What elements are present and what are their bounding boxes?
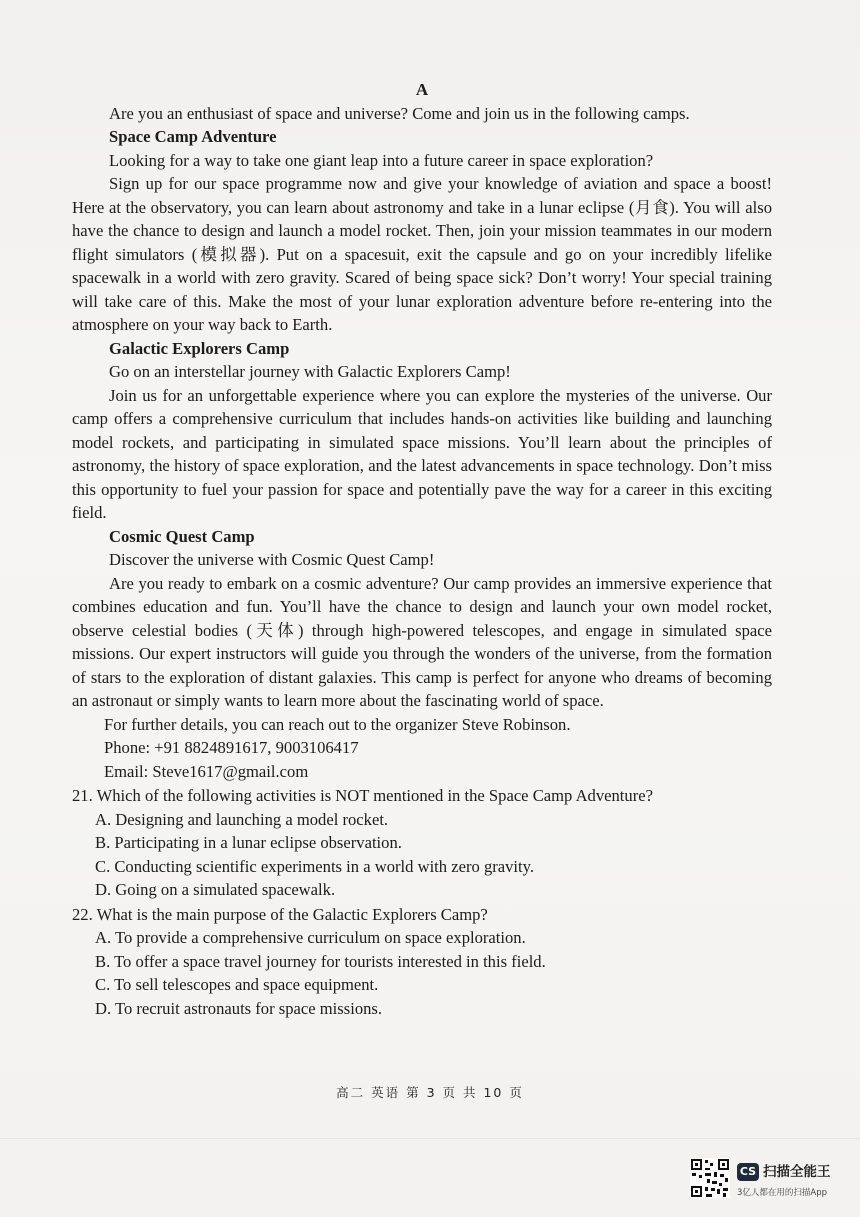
passage-sheet xyxy=(72,78,772,1020)
contact-details: For further details, you can reach out to the organizer Steve Robinson. xyxy=(104,714,571,734)
camp-galactic-explorers xyxy=(72,337,772,525)
scanner-app-name: 扫描全能王 xyxy=(763,1164,831,1180)
camp-cosmic-quest xyxy=(72,525,772,713)
scan-edge-line xyxy=(0,1138,860,1139)
scanner-app-slogan: 3亿人都在用的扫描App xyxy=(737,1188,828,1198)
camp-space-adventure xyxy=(72,125,772,337)
qr-code-icon xyxy=(690,1158,730,1198)
camp-title: Galactic Explorers Camp xyxy=(109,338,290,358)
option-d: D. Going on a simulated spacewalk. xyxy=(95,880,336,899)
camp-title: Cosmic Quest Camp xyxy=(109,526,255,546)
option-a: A. To provide a comprehensive curriculum on space exploration. xyxy=(95,928,526,947)
question-stem: 21. Which of the following activities is NOT mentioned in the Space Camp Adventure? xyxy=(72,786,653,805)
camp-body: Are you ready to embark on a cosmic adventure? Our camp provides an immersive experience that combines education and fun. You’ll have the chance to design and launch your own model rocket, observe celestial bodies (天体) through high-powered telescopes, and engage in simulated space missions. Our expert instructors will guide you through the wonders of the universe, from the formation of stars to the exploration of distant galaxies. This camp is perfect for anyone who dreams of becoming an astronaut or simply wants to learn more about the fascinating world of space. xyxy=(72,573,772,710)
intro-text: Are you an enthusiast of space and universe? Come and join us in the following camps. xyxy=(109,103,690,123)
contact-phone: Phone: +91 8824891617, 9003106417 xyxy=(104,738,359,757)
contact-email: Email: Steve1617@gmail.com xyxy=(104,761,309,781)
option-a: A. Designing and launching a model rocket. xyxy=(95,809,389,829)
option-c: C. To sell telescopes and space equipment. xyxy=(95,975,379,994)
section-letter: A xyxy=(415,80,429,99)
camp-title: Space Camp Adventure xyxy=(109,127,277,146)
question-22 xyxy=(72,903,772,1021)
camp-body: Sign up for our space programme now and give your knowledge of aviation and space a boost! Here at the observatory, you can learn about astronomy and take in a lunar eclipse (月食). You will also have the chance to design and launch a model rocket. Then, join your mission teammates in our modern flight simulators (模拟器). Put on a spacesuit, exit the capsule and go on your incredibly lifelike spacewalk in a world with zero gravity. Scared of being space sick? Don’t worry! Your special training will take care of this. Make the most of your lunar exploration adventure before re-entering into the atmosphere on your way back to Earth. xyxy=(72,174,772,334)
camp-body: Join us for an unforgettable experience where you can explore the mysteries of the universe. Our camp offers a comprehensive curriculum that includes hands-on activities like building and launching model rockets, and participating in simulated space missions. You’ll learn about the principles of astronomy, the history of space exploration, and the latest advancements in space technology. Don’t miss this opportunity to fuel your passion for space and potentially pave the way for a career in this exciting field. xyxy=(72,385,772,522)
contact-block xyxy=(72,713,772,784)
question-21 xyxy=(72,784,772,902)
option-b: B. Participating in a lunar eclipse observation. xyxy=(95,833,402,852)
option-d: D. To recruit astronauts for space missions. xyxy=(95,998,383,1018)
camp-tagline: Go on an interstellar journey with Galactic Explorers Camp! xyxy=(109,362,511,381)
camp-tagline: Discover the universe with Cosmic Quest Camp! xyxy=(109,550,435,569)
page-footer: 高二 英语 第 3 页 共 10 页 xyxy=(336,1085,524,1100)
option-c: C. Conducting scientific experiments in a world with zero gravity. xyxy=(95,856,535,876)
camscanner-logo-icon: CS xyxy=(737,1163,759,1181)
camp-tagline: Looking for a way to take one giant leap into a future career in space exploration? xyxy=(109,150,654,170)
question-stem: 22. What is the main purpose of the Galactic Explorers Camp? xyxy=(72,904,488,924)
option-b: B. To offer a space travel journey for tourists interested in this field. xyxy=(95,951,546,971)
